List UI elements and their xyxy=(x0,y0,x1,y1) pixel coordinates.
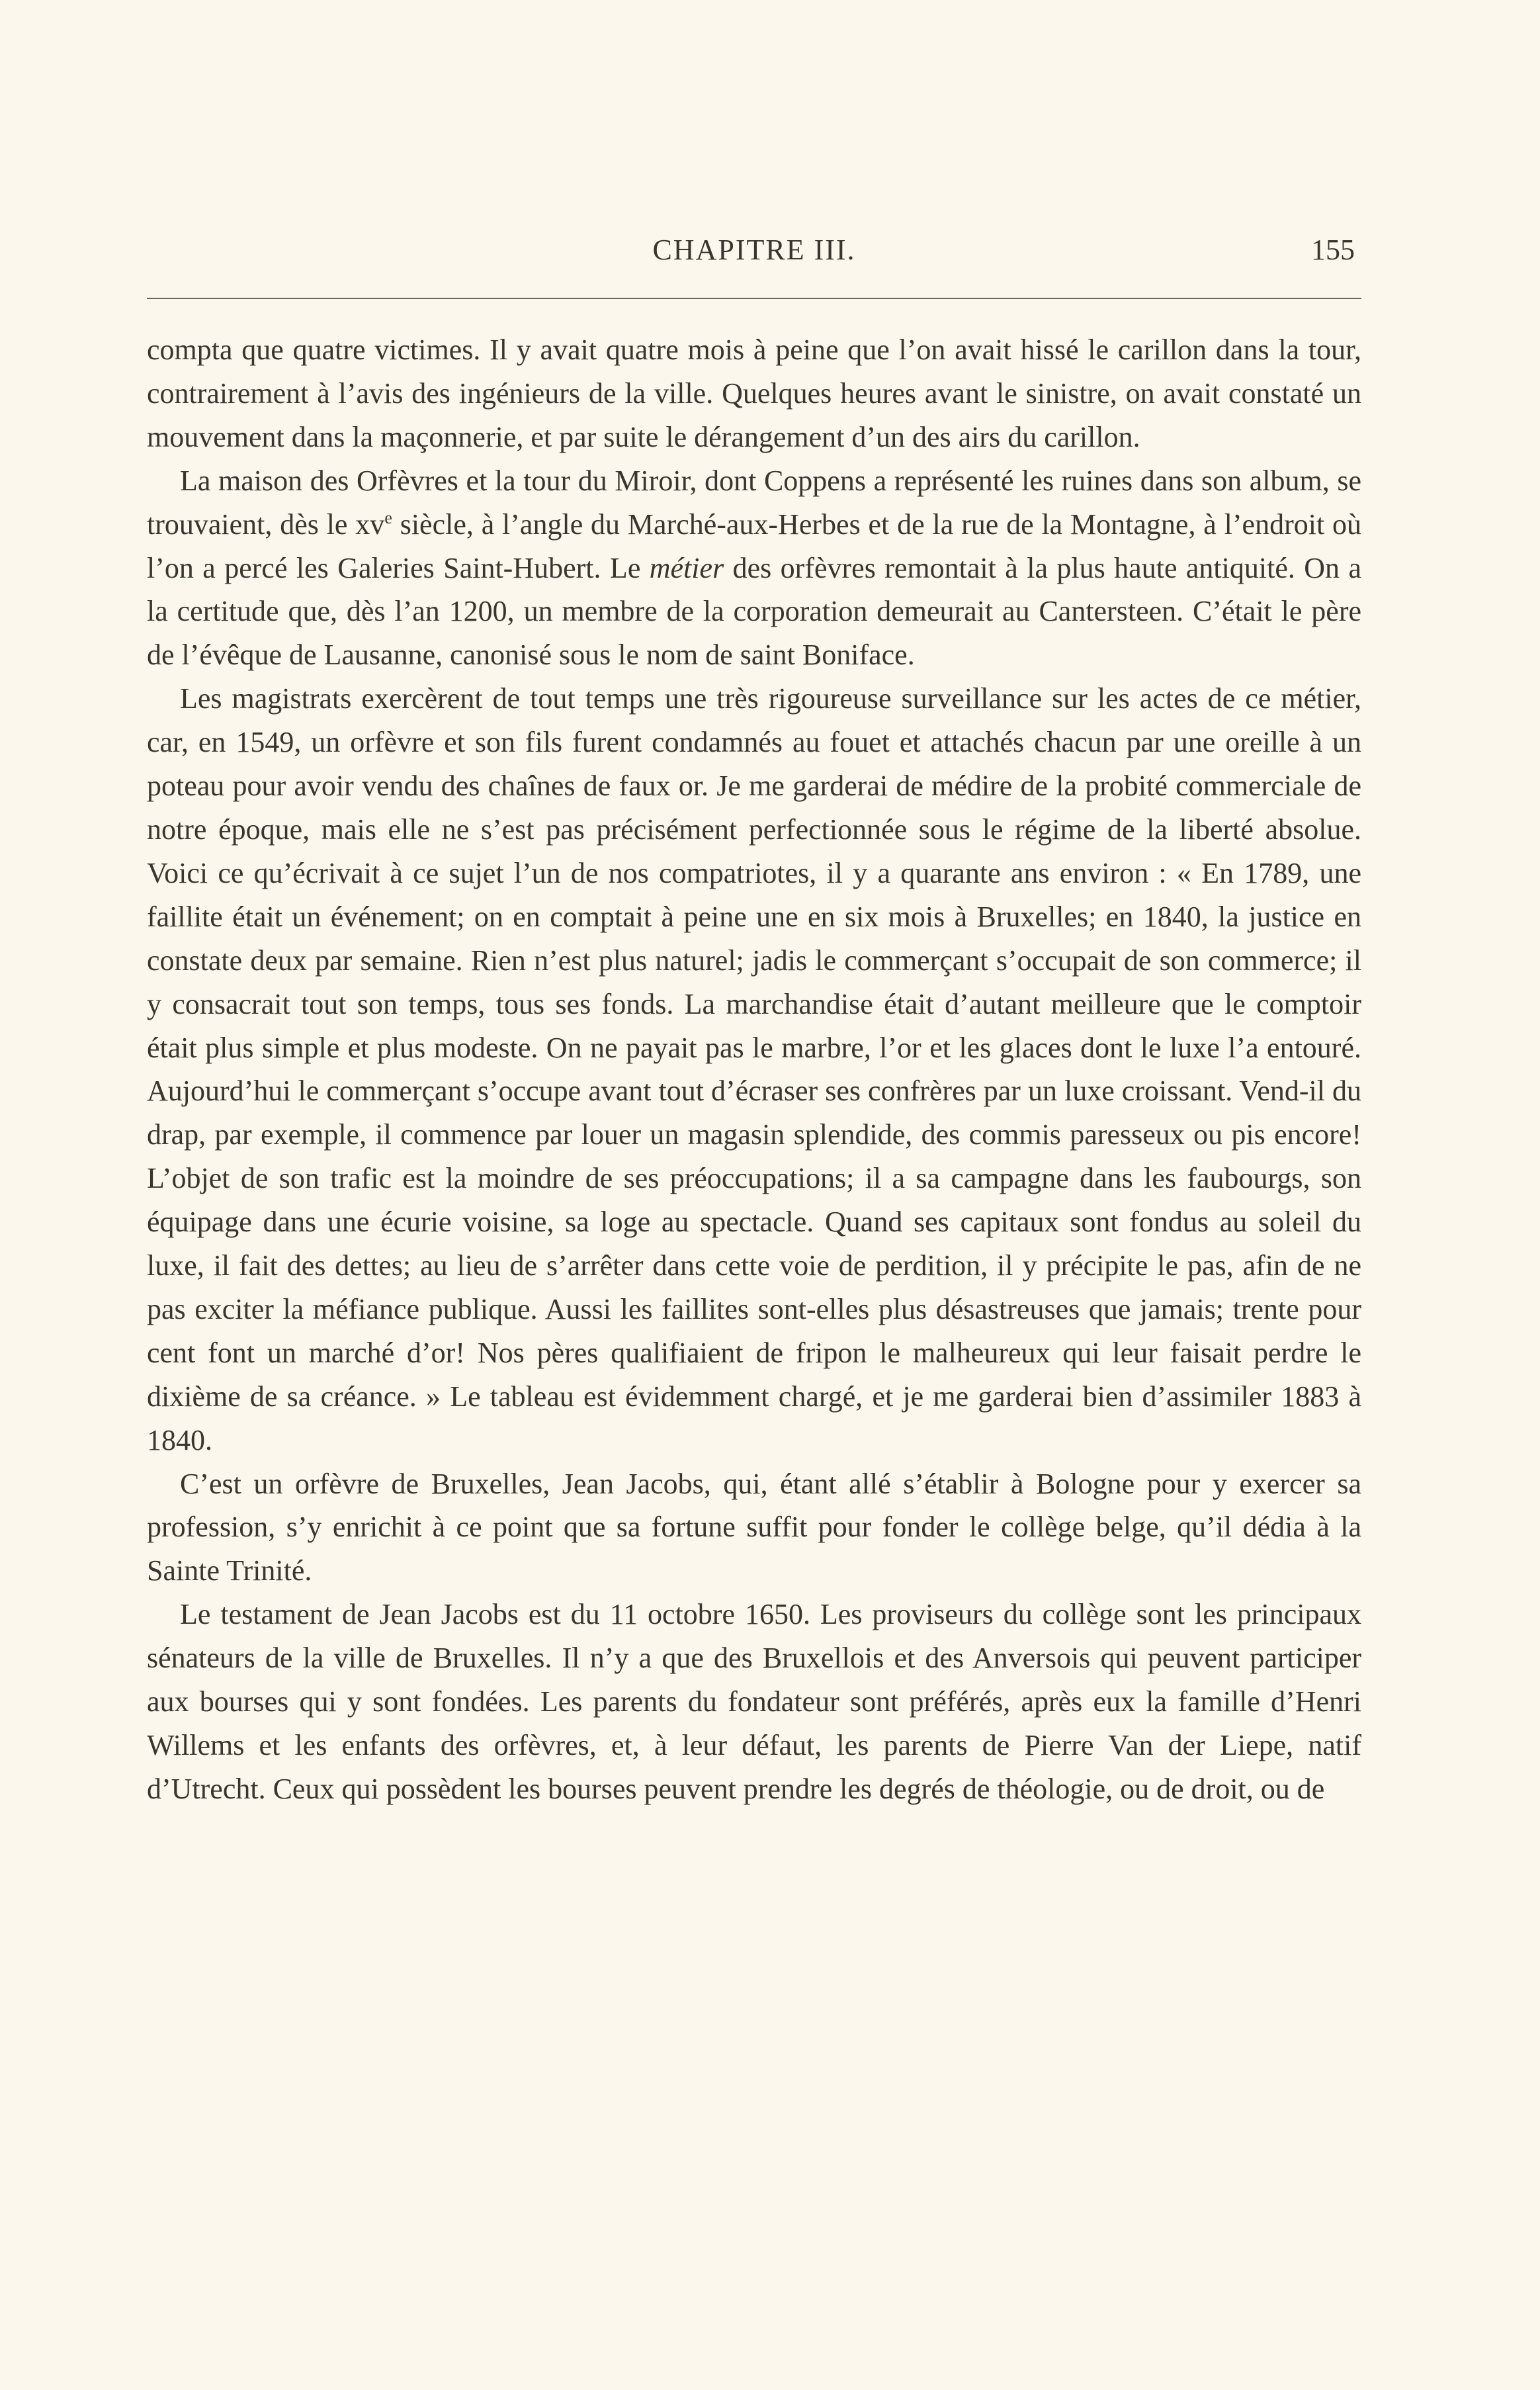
paragraph xyxy=(147,1462,1361,1593)
paragraph xyxy=(147,1593,1361,1811)
paragraph xyxy=(147,328,1361,459)
text-run: La maison des Orfèvres et la tour du Miroir, dont Coppens a représenté les ruines dans son album, se trouvaient, dès le xv xyxy=(147,464,1361,541)
running-header xyxy=(147,233,1361,273)
paragraph xyxy=(147,459,1361,678)
body-text xyxy=(147,328,1361,1811)
superscript: e xyxy=(384,508,392,527)
text-run: siècle, à l’angle du Marché-aux-Herbes et de la rue de la Montagne, à l’endroit où l’on a percé les Galeries Saint-Hubert. Le xyxy=(147,508,1361,584)
text-run: C’est un orfèvre de Bruxelles, Jean Jacobs, qui, étant allé s’établir à Bologne pour y exercer sa profession, s’y enrichit à ce point que sa fortune suffit pour fonder le collège belge, qu’il dédia à la Sainte Trinité. xyxy=(147,1467,1361,1587)
italic-term: métier xyxy=(649,551,724,584)
text-run: Les magistrats exercèrent de tout temps une très rigoureuse surveillance sur les actes de ce métier, car, en 1549, un orfèvre et son fils furent condamnés au fouet et attachés chacun par une oreille à un poteau pour avoir vendu des chaînes de faux or. Je me garderai de médire de la probité commerciale de notre époque, mais elle ne s’est pas précisément perfectionnée sous le régime de la liberté absolue. Voici ce qu’écrivait à ce sujet l’un de nos compatriotes, il y a quarante ans environ : « En 1789, une faillite était un événement; on en comptait à peine une en six mois à Bruxelles; en 1840, la justice en constate deux par semaine. Rien n’est plus naturel; jadis le commerçant s’occupait de son commerce; il y consacrait tout son temps, tous ses fonds. La marchandise était d’autant meilleure que le comptoir était plus simple et plus modeste. On ne payait pas le marbre, l’or et les glaces dont le luxe l’a entouré. Aujourd’hui le commerçant s’occupe avant tout d’écraser ses confrères par un luxe croissant. Vend-il du drap, par exemple, il commence par louer un magasin splendide, des commis paresseux ou pis encore! L’objet de son trafic est la moindre de ses préoccupations; il a sa campagne dans les faubourgs, son équipage dans une écurie voisine, sa loge au spectacle. Quand ses capitaux sont fondus au soleil du luxe, il fait des dettes; au lieu de s’arrêter dans cette voie de perdition, il y précipite le pas, afin de ne pas exciter la méfiance publique. Aussi les faillites sont-elles plus désastreuses que jamais; trente pour cent font un marché d’or! Nos pères qualifiaient de fripon le malheureux qui leur faisait perdre le dixième de sa créance. » Le tableau est évidemment chargé, et je me garderai bien d’assimiler 1883 à 1840. xyxy=(147,682,1361,1456)
paragraph xyxy=(147,677,1361,1462)
page-number: 155 xyxy=(1311,234,1355,266)
text-run: des orfèvres remontait à la plus haute antiquité. On a la certitude que, dès l’an 1200, un membre de la corporation demeurait au Cantersteen. C’était le père de l’évêque de Lausanne, canonisé sous le nom de saint Boniface. xyxy=(147,551,1362,672)
header-rule xyxy=(147,298,1361,299)
chapter-title: CHAPITRE III. xyxy=(652,234,856,266)
text-run: compta que quatre victimes. Il y avait quatre mois à peine que l’on avait hissé le carillon dans la tour, contrairement à l’avis des ingénieurs de la ville. Quelques heures avant le sinistre, on avait constaté un mouvement dans la maçonnerie, et par suite le dérangement d’un des airs du carillon. xyxy=(147,333,1361,453)
text-run: Le testament de Jean Jacobs est du 11 octobre 1650. Les proviseurs du collège sont les principaux sénateurs de la ville de Bruxelles. Il n’y a que des Bruxellois et des Anversois qui peuvent participer aux bourses qui y sont fondées. Les parents du fondateur sont préférés, après eux la famille d’Henri Willems et les enfants des orfèvres, et, à leur défaut, les parents de Pierre Van der Liepe, natif d’Utrecht. Ceux qui possèdent les bourses peuvent prendre les degrés de théologie, ou de droit, ou de xyxy=(147,1598,1361,1805)
